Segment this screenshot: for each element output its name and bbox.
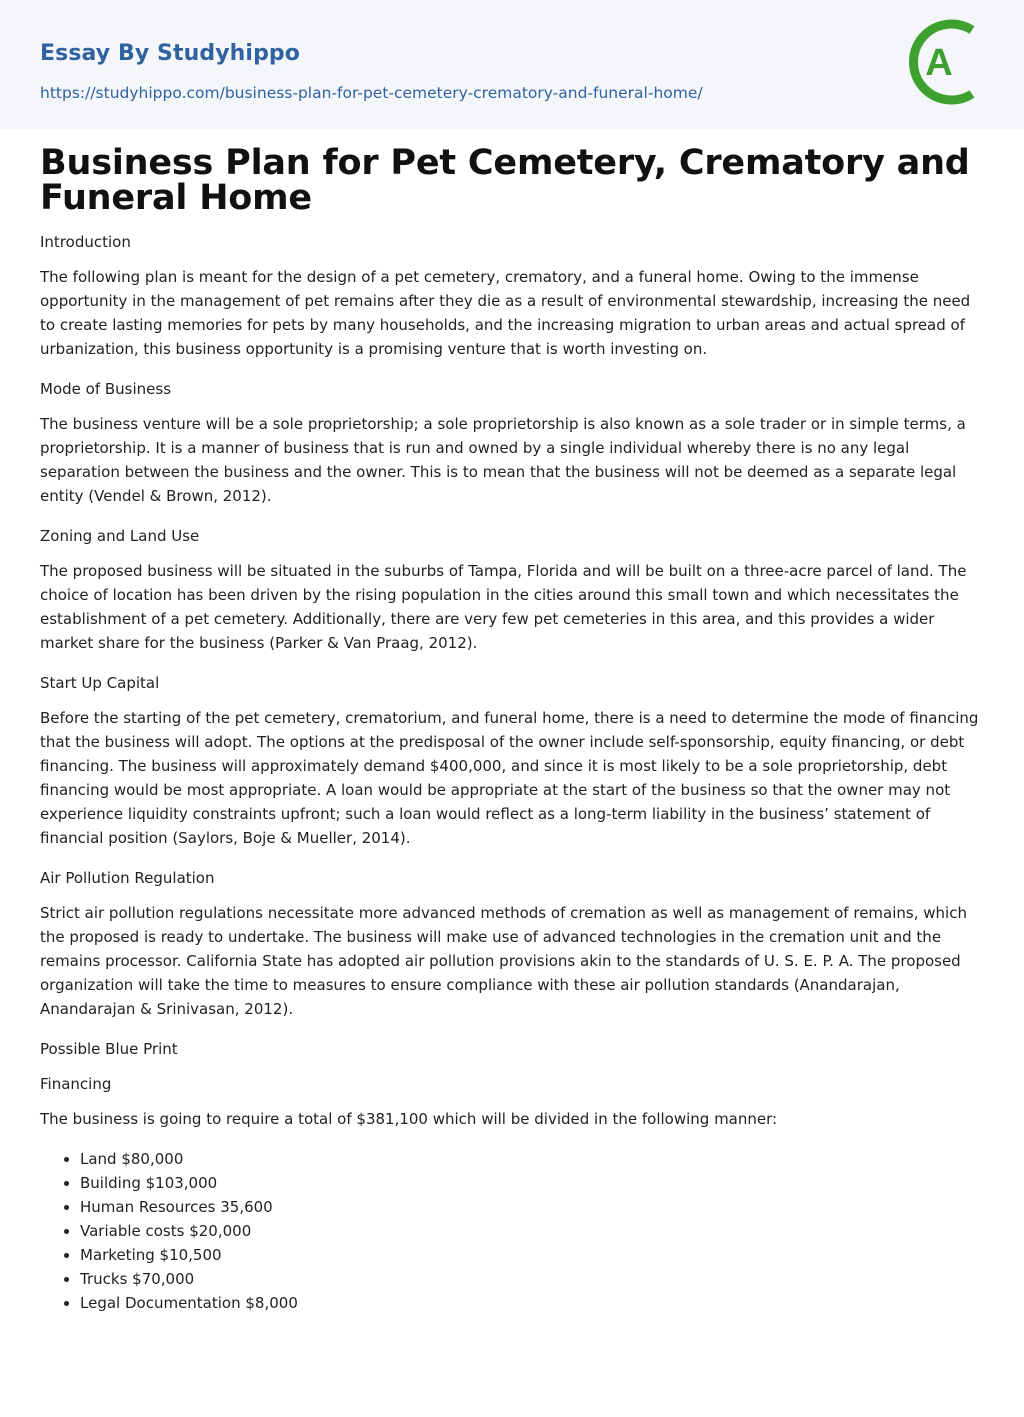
site-brand[interactable]: Essay By Studyhippo xyxy=(40,41,300,66)
financing-intro: The business is going to require a total of $381,100 which will be divided in the following manner: xyxy=(40,1110,778,1128)
logo-letter: A xyxy=(925,42,953,84)
section-paragraph-mode-of-business: The business venture will be a sole proprietorship; a sole proprietorship is also known as a sole trader or in simple terms, a proprietorship. It is a manner of business that is run and owned by a single individual whereby there is no any legal separation between the business and the owner. This is to mean that the business will not be deemed as a separate legal entity (Vendel & Brown, 2012). xyxy=(40,415,966,505)
list-item: • Trucks $70,000 xyxy=(80,1267,984,1291)
section-heading-zoning: Zoning and Land Use xyxy=(40,527,200,545)
section-heading-financing: Financing xyxy=(40,1075,112,1093)
section-heading-mode-of-business: Mode of Business xyxy=(40,380,172,398)
list-item: • Variable costs $20,000 xyxy=(80,1219,984,1243)
list-item: • Legal Documentation $8,000 xyxy=(80,1291,984,1315)
essay-url-link[interactable]: https://studyhippo.com/business-plan-for-pet-cemetery-crematory-and-funeral-home/ xyxy=(40,84,703,102)
section-paragraph-introduction: The following plan is meant for the design of a pet cemetery, crematory, and a funeral home. Owing to the immense opportunity in the management of pet remains after they die as a result of environmental stewardship, increasing the need to create lasting memories for pets by many households, and the increasing migration to urban areas and actual spread of urbanization, this business opportunity is a promising venture that is worth investing on. xyxy=(40,268,971,358)
list-item: • Land $80,000 xyxy=(80,1147,984,1171)
section-heading-introduction: Introduction xyxy=(40,233,131,251)
list-item: • Marketing $10,500 xyxy=(80,1243,984,1267)
list-item: • Building $103,000 xyxy=(80,1171,984,1195)
section-heading-blueprint: Possible Blue Print xyxy=(40,1040,178,1058)
article-body xyxy=(40,143,984,1315)
financing-list xyxy=(40,1147,984,1315)
section-paragraph-air-pollution: Strict air pollution regulations necessitate more advanced methods of cremation as well as management of remains, which the proposed is ready to undertake. The business will make use of advanced technologies in the cremation unit and the remains processor. California State has adopted air pollution provisions akin to the standards of U. S. E. P. A. The proposed organization will take the time to measures to ensure compliance with these air pollution standards (Anandarajan, Anandarajan & Srinivasan, 2012). xyxy=(40,904,967,1018)
section-paragraph-zoning: The proposed business will be situated in the suburbs of Tampa, Florida and will be built on a three-acre parcel of land. The choice of location has been driven by the rising population in the cities around this small town and which necessitates the establishment of a pet cemetery. Additionally, there are very few pet cemeteries in this area, and this provides a wider market share for the business (Parker & Van Praag, 2012). xyxy=(40,562,967,652)
section-paragraph-start-up-capital: Before the starting of the pet cemetery, crematorium, and funeral home, there is a need to determine the mode of financing that the business will adopt. The options at the predisposal of the owner include self-sponsorship, equity financing, or debt financing. The business will approximately demand $400,000, and since it is most likely to be a sole proprietorship, debt financing would be most appropriate. A loan would be appropriate at the start of the business so that the owner may not experience liquidity constraints upfront; such a loan would reflect as a long-term liability in the business’ statement of financial position (Saylors, Boje & Mueller, 2014). xyxy=(40,709,979,847)
studyhippo-logo-icon[interactable] xyxy=(906,16,994,108)
page-title: Business Plan for Pet Cemetery, Crematory and Funeral Home xyxy=(40,143,970,218)
section-heading-air-pollution: Air Pollution Regulation xyxy=(40,869,215,887)
page-header xyxy=(0,0,1024,129)
section-heading-start-up-capital: Start Up Capital xyxy=(40,674,160,692)
list-item: • Human Resources 35,600 xyxy=(80,1195,984,1219)
